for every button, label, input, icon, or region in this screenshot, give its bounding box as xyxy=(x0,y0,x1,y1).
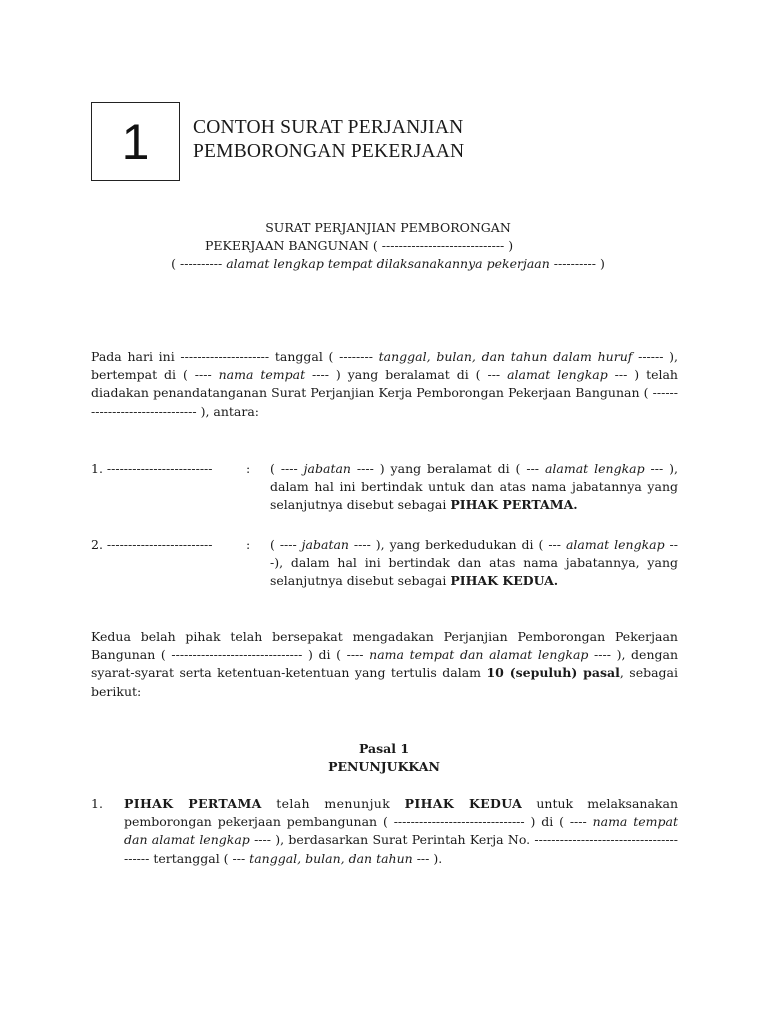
heading-line-1: SURAT PERJANJIAN PEMBORONGAN xyxy=(265,220,511,235)
clause-first-party: PIHAK PERTAMA xyxy=(124,796,262,811)
party-number: 1. ------------------------- xyxy=(91,461,213,476)
chapter-number: 1 xyxy=(121,113,150,170)
clause-date-placeholder: tanggal, bulan, dan tahun xyxy=(249,850,413,866)
party-text-2: ---- ), yang berkedudukan di ( --- xyxy=(348,537,566,552)
agreement-text-2: ---- ), dengan syarat-syarat serta ketentuan-ketentuan yang tertulis dalam xyxy=(91,647,678,681)
party-position-placeholder: jabatan xyxy=(301,537,349,552)
party-text-3: ---), dalam hal ini bertindak dan atas nama jabatannya, yang selanjutnya disebut sebagai xyxy=(270,537,679,589)
intro-place-placeholder: nama tempat xyxy=(218,367,306,383)
intro-text-4: --- ) telah diadakan penandatanganan Surat Perjanjian Kerja Pemborongan Pekerjaan Bangunan ( ------------------------------- ), antara: xyxy=(91,367,678,419)
party-colon: : xyxy=(246,461,251,476)
agreement-heading xyxy=(0,219,768,273)
document-title-line-2: PEMBORONGAN PEKERJAAN xyxy=(193,141,465,162)
article-title: PENUNJUKKAN xyxy=(328,759,440,774)
document-title xyxy=(193,116,593,164)
clause-second-party: PIHAK KEDUA xyxy=(404,796,523,811)
intro-paragraph xyxy=(91,348,678,421)
party-address-placeholder: alamat lengkap xyxy=(565,537,665,552)
agreement-article-count: 10 (sepuluh) pasal xyxy=(486,665,620,681)
party-text-3: --- ), dalam hal ini bertindak untuk dan atas nama jabatannya yang selanjutnya disebut sebagai xyxy=(270,461,679,513)
party-role: PIHAK PERTAMA. xyxy=(450,497,578,513)
party-position-placeholder: jabatan xyxy=(303,461,351,476)
clause-text-2: untuk melaksanakan pemborongan pekerjaan pembangunan ( ------------------------------- ) di ( ---- xyxy=(124,796,678,830)
clause-place-placeholder: nama tempat dan alamat lengkap xyxy=(124,814,678,848)
clause-number: 1. xyxy=(91,796,103,811)
party-address-placeholder: alamat lengkap xyxy=(544,461,645,476)
agreement-paragraph xyxy=(91,628,678,701)
clause-text-4: --- ). xyxy=(412,850,443,866)
party-number: 2. ------------------------- xyxy=(91,537,213,552)
agreement-place-placeholder: nama tempat dan alamat lengkap xyxy=(369,647,589,663)
article-number: Pasal 1 xyxy=(358,741,410,756)
party-text-1: ( ---- xyxy=(270,461,304,476)
document-title-line-1: CONTOH SURAT PERJANJIAN xyxy=(193,117,464,138)
agreement-text-1: Kedua belah pihak telah bersepakat mengadakan Perjanjian Pemborongan Pekerjaan Bangunan ( ------------------------------- ) di ( ---- xyxy=(91,629,678,663)
party-role: PIHAK KEDUA. xyxy=(450,573,559,589)
intro-text-2: ------ ), bertempat di ( ---- xyxy=(91,349,679,383)
party-description xyxy=(270,536,678,591)
intro-address-placeholder: alamat lengkap xyxy=(507,367,608,383)
heading-line-3-open: ( ---------- xyxy=(171,256,227,271)
clause-text-3: ---- ), berdasarkan Surat Perintah Kerja No. ---------------------------------------- tertanggal ( --- xyxy=(124,832,678,866)
heading-line-3-close: ---------- ) xyxy=(549,256,605,271)
heading-line-3 xyxy=(0,255,768,273)
intro-date-placeholder: tanggal, bulan, dan tahun dalam huruf xyxy=(378,349,633,364)
intro-text-3: ---- ) yang beralamat di ( --- xyxy=(305,367,508,383)
agreement-text-3: , sebagai berikut: xyxy=(91,665,678,699)
party-text-1: ( ---- xyxy=(270,537,302,552)
chapter-number-box xyxy=(91,102,180,181)
heading-address-placeholder: alamat lengkap tempat dilaksanakannya pekerjaan xyxy=(226,256,550,271)
party-colon: : xyxy=(246,537,251,552)
intro-text-1: Pada hari ini --------------------- tanggal ( -------- xyxy=(91,349,379,364)
clause-text xyxy=(124,795,678,868)
party-description xyxy=(270,460,678,515)
party-text-2: ---- ) yang beralamat di ( --- xyxy=(350,461,545,476)
article-heading xyxy=(0,740,768,776)
heading-line-2: PEKERJAAN BANGUNAN ( ----------------------------- ) xyxy=(205,238,514,253)
clause-text-1: telah menunjuk xyxy=(261,796,405,811)
